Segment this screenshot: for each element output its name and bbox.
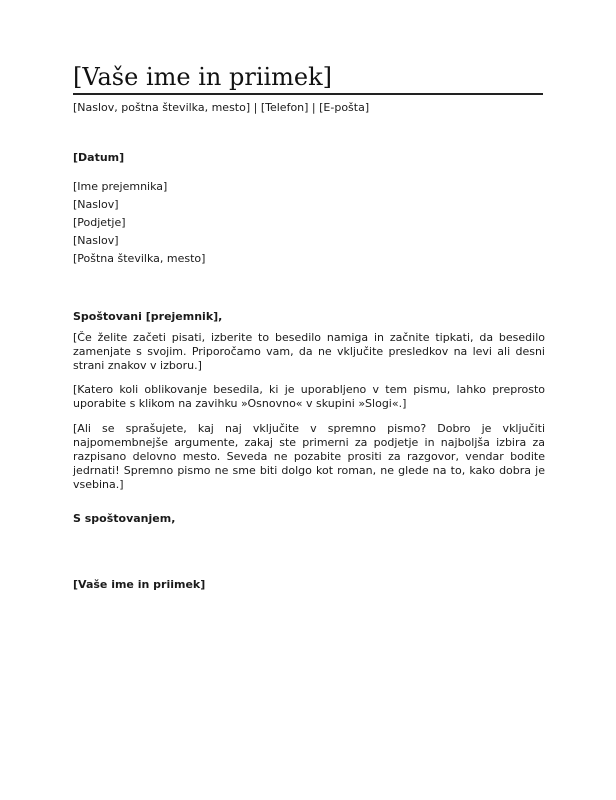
body-paragraph-3[interactable]: [Ali se sprašujete, kaj naj vključite v spremno pismo? Dobro je vključiti najpomembnejše argumente, zakaj ste primerni za podjetje in najboljša izbira za razpisano delovno mesto. Seveda ne pozabite prositi za razgovor, vendar bodite jedrnati! Spremno pismo ne sme biti dolgo kot roman, ne glede na to, kako dobra je vsebina.] [73, 422, 545, 491]
recipient-postal-city[interactable]: [Poštna številka, mesto] [73, 252, 206, 265]
recipient-address[interactable]: [Naslov] [73, 234, 119, 247]
sender-contact-line[interactable]: [Naslov, poštna številka, mesto] | [Telefon] | [E-pošta] [73, 101, 370, 114]
closing-phrase[interactable]: S spoštovanjem, [73, 512, 176, 525]
date-field[interactable]: [Datum] [73, 151, 125, 164]
body-paragraph-2[interactable]: [Katero koli oblikovanje besedila, ki je uporabljeno v tem pismu, lahko preprosto uporabite s klikom na zavihku »Osnovno« v skupini »Slogi«.] [73, 383, 545, 410]
salutation[interactable]: Spoštovani [prejemnik], [73, 310, 223, 323]
recipient-name[interactable]: [Ime prejemnika] [73, 180, 168, 193]
sender-name-heading[interactable]: [Vaše ime in priimek] [73, 62, 543, 95]
recipient-title[interactable]: [Naslov] [73, 198, 119, 211]
body-paragraph-1[interactable]: [Če želite začeti pisati, izberite to besedilo namiga in začnite tipkati, da besedilo zamenjate s svojim. Priporočamo vam, da ne vključite presledkov na levi ali desni strani znakov v izboru.] [73, 331, 545, 372]
signature-name[interactable]: [Vaše ime in priimek] [73, 578, 206, 591]
recipient-address-block [73, 178, 205, 268]
recipient-company[interactable]: [Podjetje] [73, 216, 126, 229]
